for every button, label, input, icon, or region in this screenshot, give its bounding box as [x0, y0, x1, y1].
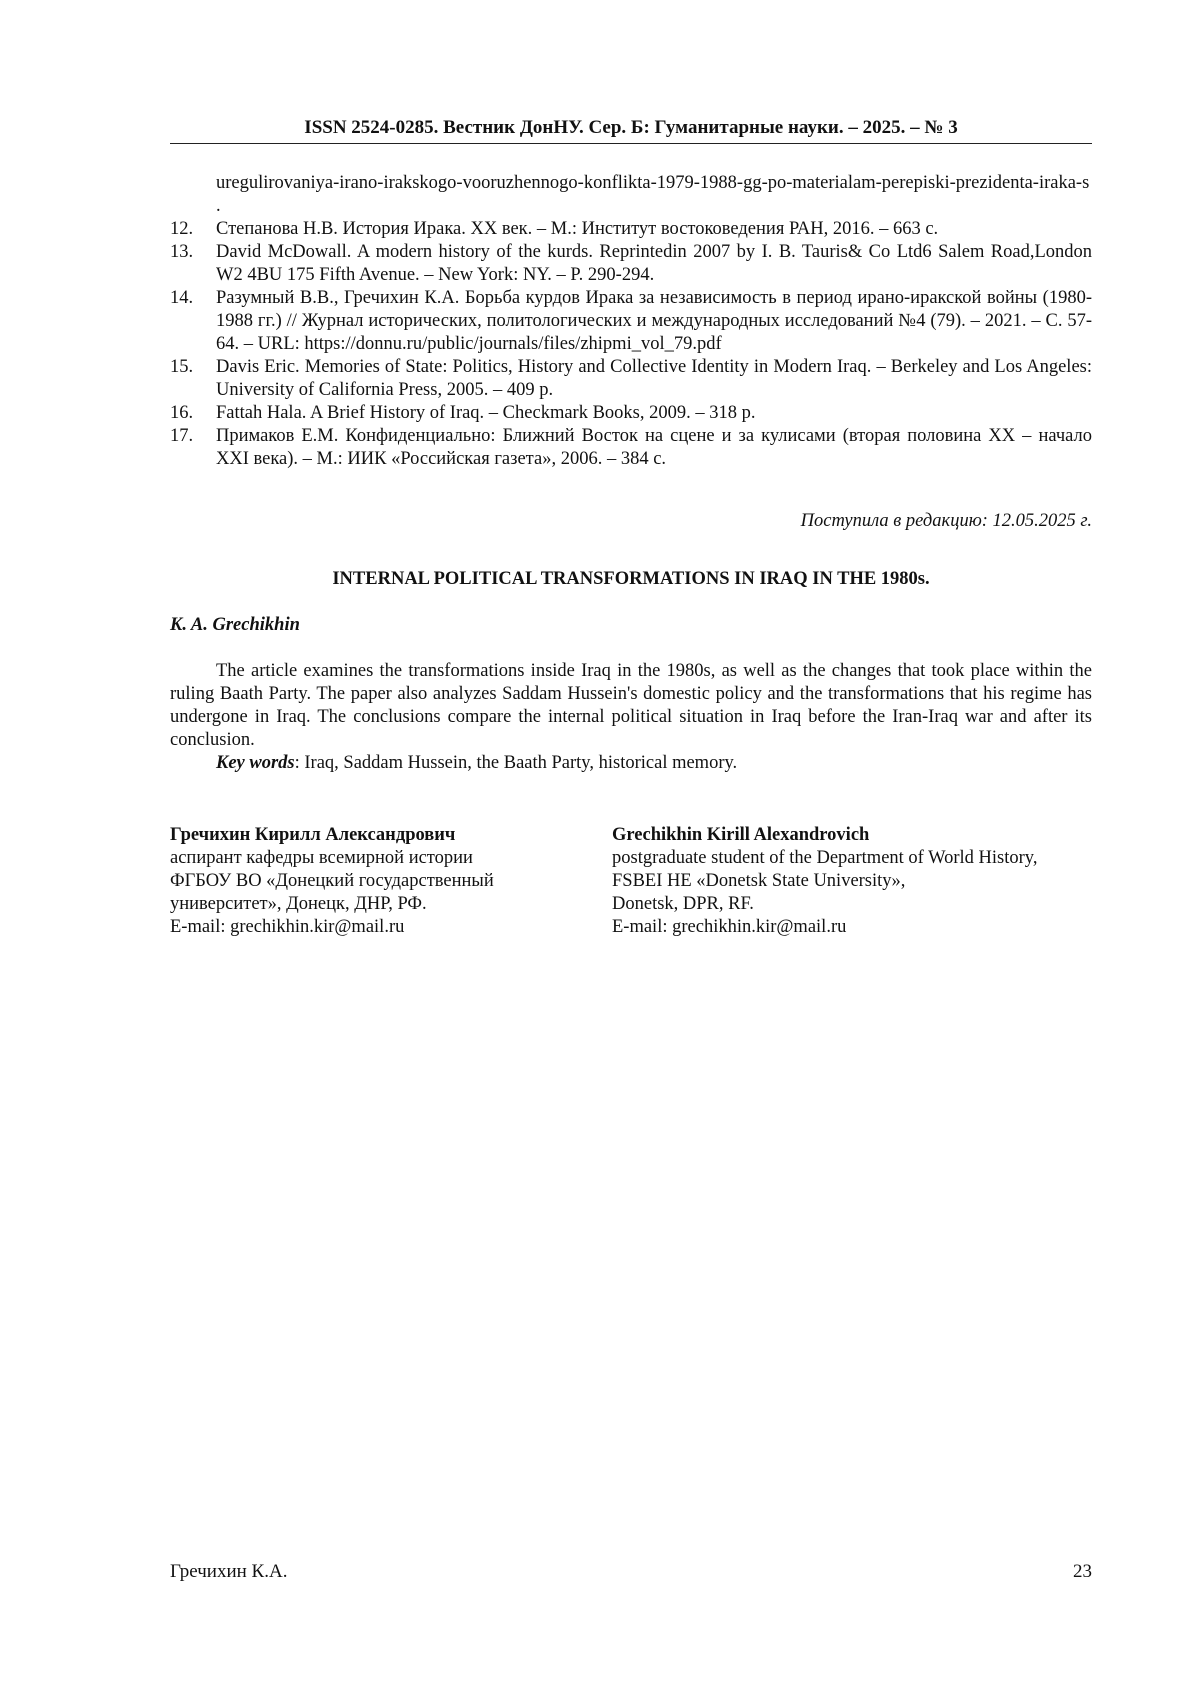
reference-text: Примаков Е.М. Конфиденциально: Ближний Восток на сцене и за кулисами (вторая половина XX – начало XXI века). – М.: ИИК «Российская газета», 2006. – 384 с. [216, 426, 1092, 469]
author-name-en: Grechikhin Kirill Alexandrovich [612, 825, 870, 845]
author-location-en: Donetsk, DPR, RF. [612, 894, 754, 914]
author-affiliation-en: FSBEI HE «Donetsk State University», [612, 871, 906, 891]
reference-text: Степанова Н.В. История Ирака. XX век. – М.: Институт востоковедения РАН, 2016. – 663 с. [216, 219, 939, 239]
author-position-en: postgraduate student of the Department of World History, [612, 848, 1038, 868]
keywords-label: Key words [216, 753, 295, 773]
footer-author: Гречихин К.А. [170, 1561, 288, 1582]
reference-item [170, 402, 1092, 425]
reference-item [170, 287, 1092, 356]
author-email-ru: E-mail: grechikhin.kir@mail.ru [170, 917, 405, 937]
reference-item [170, 218, 1092, 241]
reference-item [170, 172, 1092, 218]
reference-item [170, 356, 1092, 402]
journal-page [170, 0, 1092, 1697]
reference-number: 15. [170, 357, 194, 377]
reference-text: David McDowall. A modern history of the kurds. Reprintedin 2007 by I. B. Tauris& Co Ltd6 Salem Road,London W2 4BU 175 Fifth Avenue. – New York: NY. – P. 290-294. [216, 242, 1092, 285]
reference-item [170, 241, 1092, 287]
reference-text: Fattah Hala. A Brief History of Iraq. – Checkmark Books, 2009. – 318 p. [216, 403, 756, 423]
reference-list [170, 172, 1092, 471]
page-number: 23 [1073, 1561, 1092, 1582]
author-position-ru: аспирант кафедры всемирной истории [170, 848, 473, 868]
reference-number: 12. [170, 219, 194, 239]
reference-number: 13. [170, 242, 194, 262]
reference-number: 17. [170, 426, 194, 446]
keywords-line [170, 752, 1092, 775]
author-name-ru: Гречихин Кирилл Александрович [170, 825, 456, 845]
received-date: Поступила в редакцию: 12.05.2025 г. [800, 511, 1092, 531]
reference-number: 14. [170, 288, 194, 308]
reference-text: Davis Eric. Memories of State: Politics, History and Collective Identity in Modern Iraq. – Berkeley and Los Angeles: University of California Press, 2005. – 409 p. [216, 357, 1092, 400]
article-author: K. A. Grechikhin [170, 615, 300, 635]
reference-number: 16. [170, 403, 194, 423]
author-affiliation-ru: ФГБОУ ВО «Донецкий государственный [170, 871, 494, 891]
reference-number [170, 172, 216, 218]
running-header: ISSN 2524-0285. Вестник ДонНУ. Сер. Б: Гуманитарные науки. – 2025. – № 3 [170, 116, 1092, 144]
reference-item [170, 425, 1092, 471]
author-email-en: E-mail: grechikhin.kir@mail.ru [612, 917, 847, 937]
reference-text: Разумный В.В., Гречихин К.А. Борьба курдов Ирака за независимость в период ирано-иракской войны (1980-1988 гг.) // Журнал исторических, политологических и международных исследований №4 (79). – 2021. – С. 57-64. – URL: https://donnu.ru/public/journals/files/zhipmi_vol_79.pdf [216, 288, 1092, 354]
abstract [170, 660, 1092, 775]
keywords-text: : Iraq, Saddam Hussein, the Baath Party, historical memory. [294, 753, 738, 773]
author-info-ru [170, 824, 570, 939]
author-location-ru: университет», Донецк, ДНР, РФ. [170, 894, 427, 914]
author-info-en [612, 824, 1092, 939]
abstract-text: The article examines the transformations inside Iraq in the 1980s, as well as the changes that took place within the ruling Baath Party. The paper also analyzes Saddam Hussein's domestic policy and the transformations that his regime has undergone in Iraq. The conclusions compare the internal political situation in Iraq before the Iran-Iraq war and after its conclusion. [170, 661, 1092, 750]
article-title: INTERNAL POLITICAL TRANSFORMATIONS IN IRAQ IN THE 1980s. [332, 569, 930, 589]
reference-text: uregulirovaniya-irano-irakskogo-vooruzhennogo-konflikta-1979-1988-gg-po-materialam-perepiski-prezidenta-iraka-s . [216, 173, 1090, 216]
